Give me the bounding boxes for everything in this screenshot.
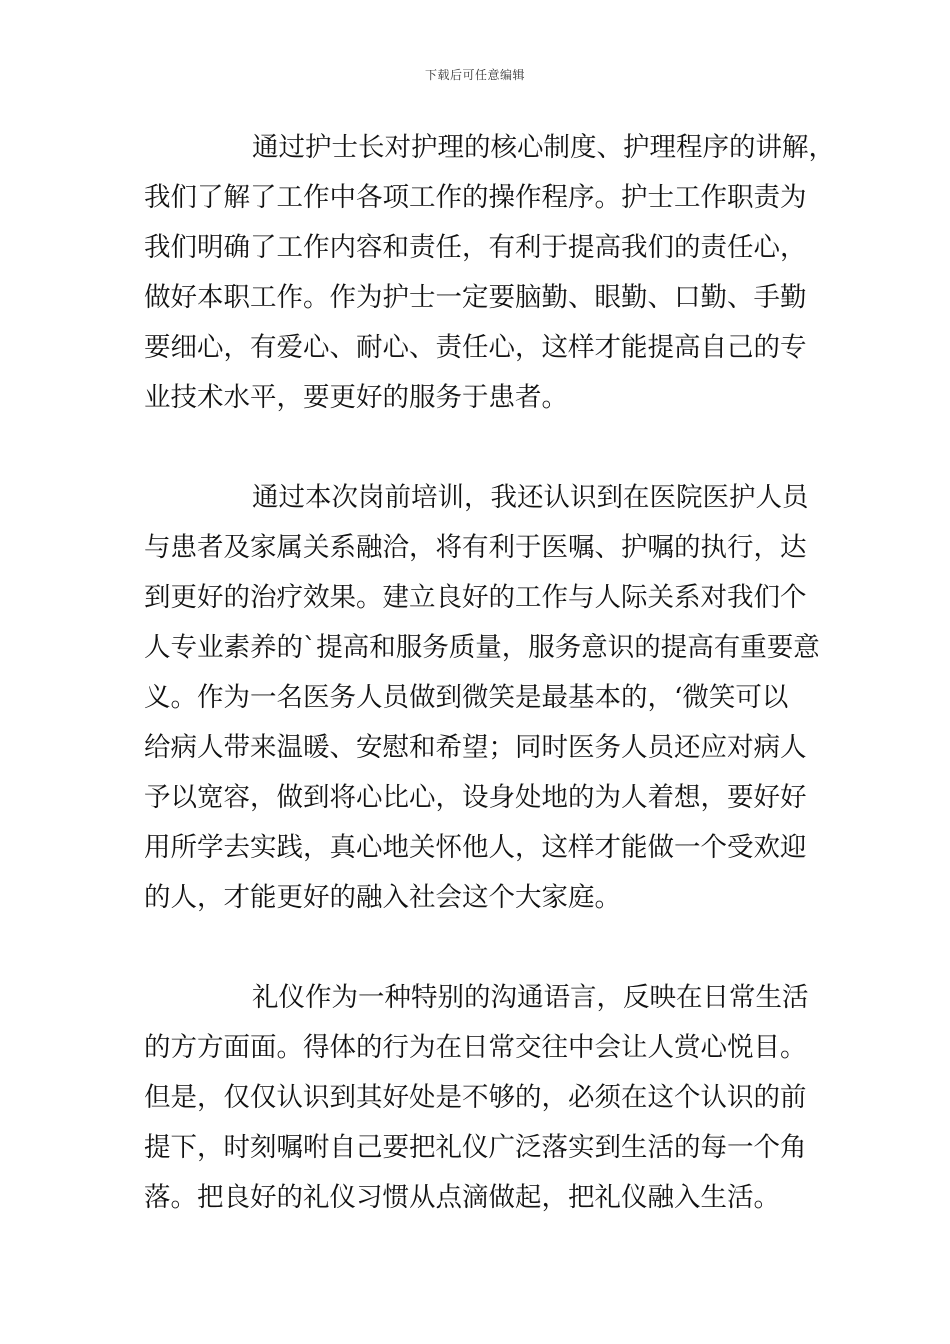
paragraph-3-line-1: 礼仪作为一种特别的沟通语言，反映在日常生活 bbox=[252, 982, 809, 1013]
paragraph-2-line-4: 人专业素养的`提高和服务质量，服务意识的提高有重要意 bbox=[144, 632, 820, 663]
paragraph-2-line-1: 通过本次岗前培训，我还认识到在医院医护人员 bbox=[252, 482, 809, 513]
paragraph-2-line-5: 义。作为一名医务人员做到微笑是最基本的，‘微笑可以 bbox=[144, 682, 789, 713]
paragraph-2-line-9: 的人，才能更好的融入社会这个大家庭。 bbox=[144, 882, 621, 913]
paragraph-1-line-5: 要细心，有爱心、耐心、责任心，这样才能提高自己的专 bbox=[144, 332, 807, 363]
paragraph-2-line-3: 到更好的治疗效果。建立良好的工作与人际关系对我们个 bbox=[144, 582, 807, 613]
paragraph-2-line-2: 与患者及家属关系融洽，将有利于医嘱、护嘱的执行，达 bbox=[144, 532, 807, 563]
paragraph-1-line-4: 做好本职工作。作为护士一定要脑勤、眼勤、口勤、手勤 bbox=[144, 282, 807, 313]
paragraph-1-line-6: 业技术水平，要更好的服务于患者。 bbox=[144, 382, 568, 413]
paragraph-3-line-5: 落。把良好的礼仪习惯从点滴做起，把礼仪融入生活。 bbox=[144, 1182, 780, 1213]
paragraph-1-line-2: 我们了解了工作中各项工作的操作程序。护士工作职责为 bbox=[144, 182, 807, 213]
paragraph-2-line-6: 给病人带来温暖、安慰和希望；同时医务人员还应对病人 bbox=[144, 732, 807, 763]
paragraph-2-line-8: 用所学去实践，真心地关怀他人，这样才能做一个受欢迎 bbox=[144, 832, 807, 863]
header-note: 下载后可任意编辑 bbox=[424, 68, 525, 82]
paragraph-3-line-4: 提下，时刻嘱咐自己要把礼仪广泛落实到生活的每一个角 bbox=[144, 1132, 807, 1163]
paragraph-1-line-3: 我们明确了工作内容和责任，有利于提高我们的责任心， bbox=[144, 232, 807, 263]
paragraph-3-line-2: 的方方面面。得体的行为在日常交往中会让人赏心悦目。 bbox=[144, 1032, 807, 1063]
paragraph-1-line-1: 通过护士长对护理的核心制度、护理程序的讲解， bbox=[252, 132, 835, 163]
paragraph-2-line-7: 予以宽容，做到将心比心，设身处地的为人着想，要好好 bbox=[144, 782, 807, 813]
paragraph-3-line-3: 但是，仅仅认识到其好处是不够的，必须在这个认识的前 bbox=[144, 1082, 807, 1113]
